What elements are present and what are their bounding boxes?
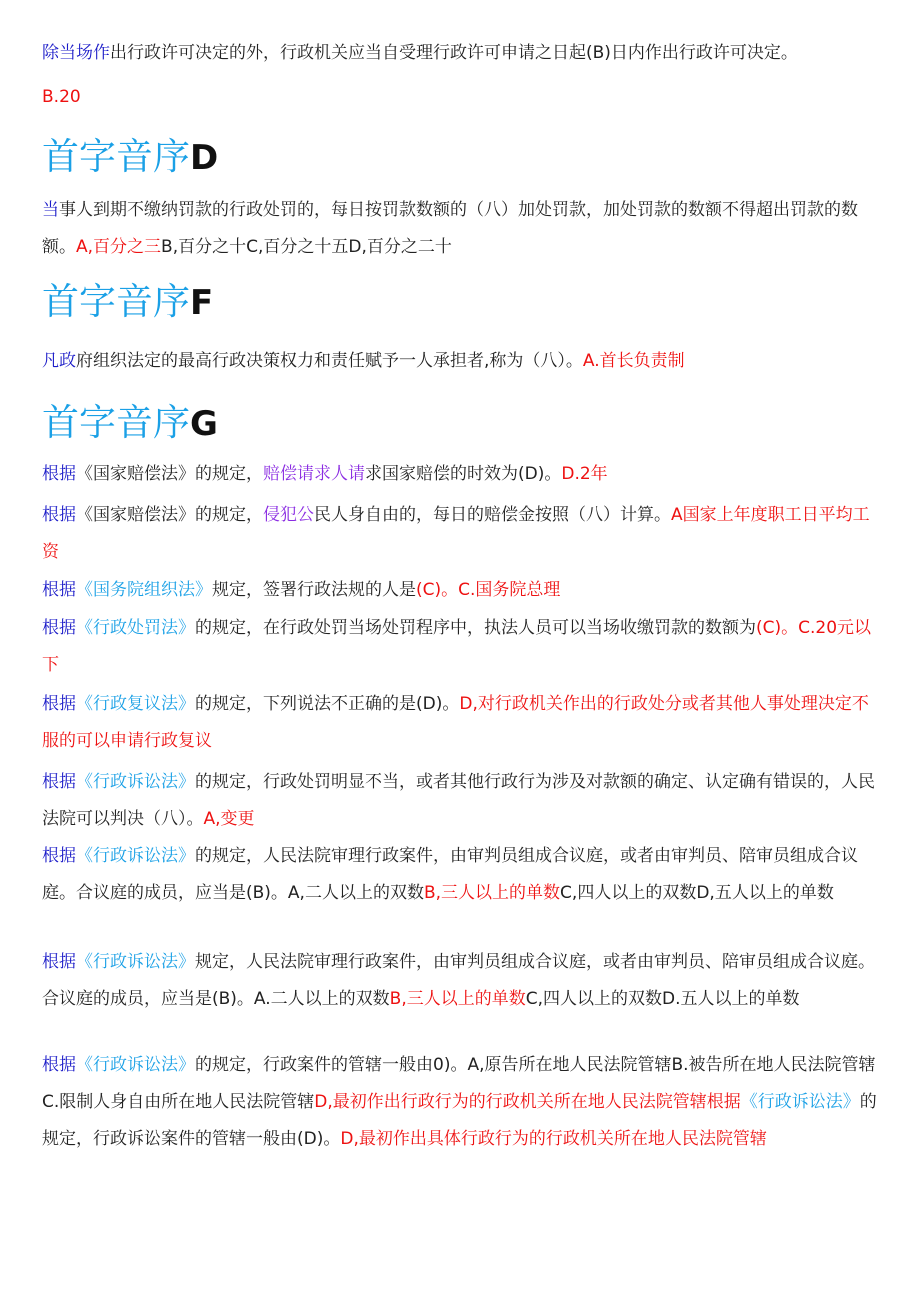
q-collegial-panel-2 (42, 944, 882, 1018)
q-litigation-change (42, 764, 882, 838)
answer-text: (C)。C.20元以下 (42, 618, 872, 675)
answer-text: A,百分之三 (76, 237, 162, 257)
law-title: 《行政复议法》 (76, 694, 195, 714)
text-run: 规定，签署行政法规的人是 (212, 580, 416, 600)
text-run: 根据 (42, 505, 76, 525)
text-run: 赔偿请求人请 (263, 464, 365, 484)
a-on-site-decision (42, 79, 882, 116)
text-run: 根据 (42, 580, 76, 600)
text-run: 根据 (42, 772, 76, 792)
text-run: 《国家赔偿法》的规定， (76, 505, 263, 525)
heading-letter: F (190, 283, 214, 323)
law-title: 《行政处罚法》 (76, 618, 195, 638)
answer-text: D,对行政机关作出的行政处分或者其他人事处理决定不服的可以申请行政复议 (42, 694, 869, 751)
text-run: 凡政 (42, 351, 76, 371)
text-run: 根据 (42, 618, 76, 638)
text-run: 根据 (42, 846, 76, 866)
text-run: 规定，人民法院审理行政案件，由审判员组成合议庭，或者由审判员、陪审员组成合议庭。合议庭的成员，应当是(B)。A.二人以上的双数 (42, 952, 875, 1009)
heading-text: 首字音序 (42, 280, 190, 323)
text-run: 根据 (42, 1055, 76, 1075)
text-run: 当 (42, 200, 59, 220)
answer-text: D,最初作出行政行为的行政机关所在地人民法院管辖根据 (314, 1092, 741, 1112)
answer-text: A,变更 (203, 809, 255, 829)
text-run: C,四人以上的双数D,五人以上的单数 (560, 883, 834, 903)
heading-g (42, 399, 218, 448)
q-compensation-daily (42, 497, 882, 571)
heading-f (42, 278, 213, 327)
text-run: 民人身自由的，每日的赔偿金按照（八）计算。 (314, 505, 671, 525)
text-run: 根据 (42, 464, 76, 484)
q-admin-penalty (42, 610, 882, 684)
q-admin-review (42, 686, 882, 760)
answer-text: A国家上年度职工日平均工资 (42, 505, 870, 562)
q-jurisdiction (42, 1047, 882, 1158)
q-compensation-limitation (42, 456, 882, 493)
law-title: 《行政诉讼法》 (740, 1092, 860, 1112)
text-run: 的规定，行政处罚明显不当，或者其他行政行为涉及对款额的确定、认定确有错误的，人民法院可以判决（八）。 (42, 772, 875, 829)
heading-text: 首字音序 (42, 135, 190, 178)
text-run: C,四人以上的双数D.五人以上的单数 (525, 989, 800, 1009)
text-run: 除当场作 (42, 43, 110, 63)
answer-text: (C)。C.国务院总理 (416, 580, 561, 600)
text-run: B,百分之十C,百分之十五D,百分之二十 (161, 237, 452, 257)
heading-d (42, 133, 218, 182)
text-run: 出行政许可决定的外，行政机关应当自受理行政许可申请之日起(B)日内作出行政许可决定。 (110, 43, 798, 63)
answer-text: B,三人以上的单数 (423, 883, 561, 903)
text-run: 的规定，行政诉讼案件的管辖一般由(D)。 (42, 1092, 877, 1149)
text-run: 府组织法定的最高行政决策权力和责任赋予一人承担者,称为（八）。 (76, 351, 583, 371)
text-run: 侵犯公 (263, 505, 314, 525)
answer-text: B.20 (42, 87, 81, 107)
answer-text: D.2年 (561, 464, 608, 484)
heading-letter: G (190, 404, 218, 444)
law-title: 《国务院组织法》 (76, 580, 212, 600)
text-run: 的规定，下列说法不正确的是(D)。 (195, 694, 460, 714)
text-run: 《国家赔偿法》的规定， (76, 464, 263, 484)
text-run: 的规定，行政案件的管辖一般由0)。A,原告所在地人民法院管辖B.被告所在地人民法院管辖C.限制人身自由所在地人民法院管辖 (42, 1055, 876, 1112)
law-title: 《行政诉讼法》 (76, 1055, 195, 1075)
answer-text: B,三人以上的单数 (389, 989, 526, 1009)
law-title: 《行政诉讼法》 (76, 952, 195, 972)
law-title: 《行政诉讼法》 (76, 772, 195, 792)
text-run: 求国家赔偿的时效为(D)。 (365, 464, 562, 484)
answer-text: D,最初作出具体行政行为的行政机关所在地人民法院管辖 (340, 1129, 767, 1149)
text-run: 的规定，人民法院审理行政案件，由审判员组成合议庭，或者由审判员、陪审员组成合议庭。合议庭的成员，应当是(B)。A,二人以上的双数 (42, 846, 858, 903)
q-chief-responsibility (42, 343, 882, 380)
text-run: 根据 (42, 952, 76, 972)
text-run: 的规定，在行政处罚当场处罚程序中，执法人员可以当场收缴罚款的数额为 (195, 618, 756, 638)
text-run: 根据 (42, 694, 76, 714)
law-title: 《行政诉讼法》 (76, 846, 195, 866)
heading-letter: D (190, 138, 219, 178)
q-state-council (42, 572, 882, 609)
heading-text: 首字音序 (42, 401, 190, 444)
q-on-site-decision (42, 35, 882, 72)
answer-text: A.首长负责制 (582, 351, 685, 371)
q-collegial-panel-1 (42, 838, 882, 912)
text-run: 事人到期不缴纳罚款的行政处罚的，每日按罚款数额的（八）加处罚款，加处罚款的数额不得超出罚款的数额。 (42, 200, 858, 257)
q-late-fine (42, 192, 882, 266)
